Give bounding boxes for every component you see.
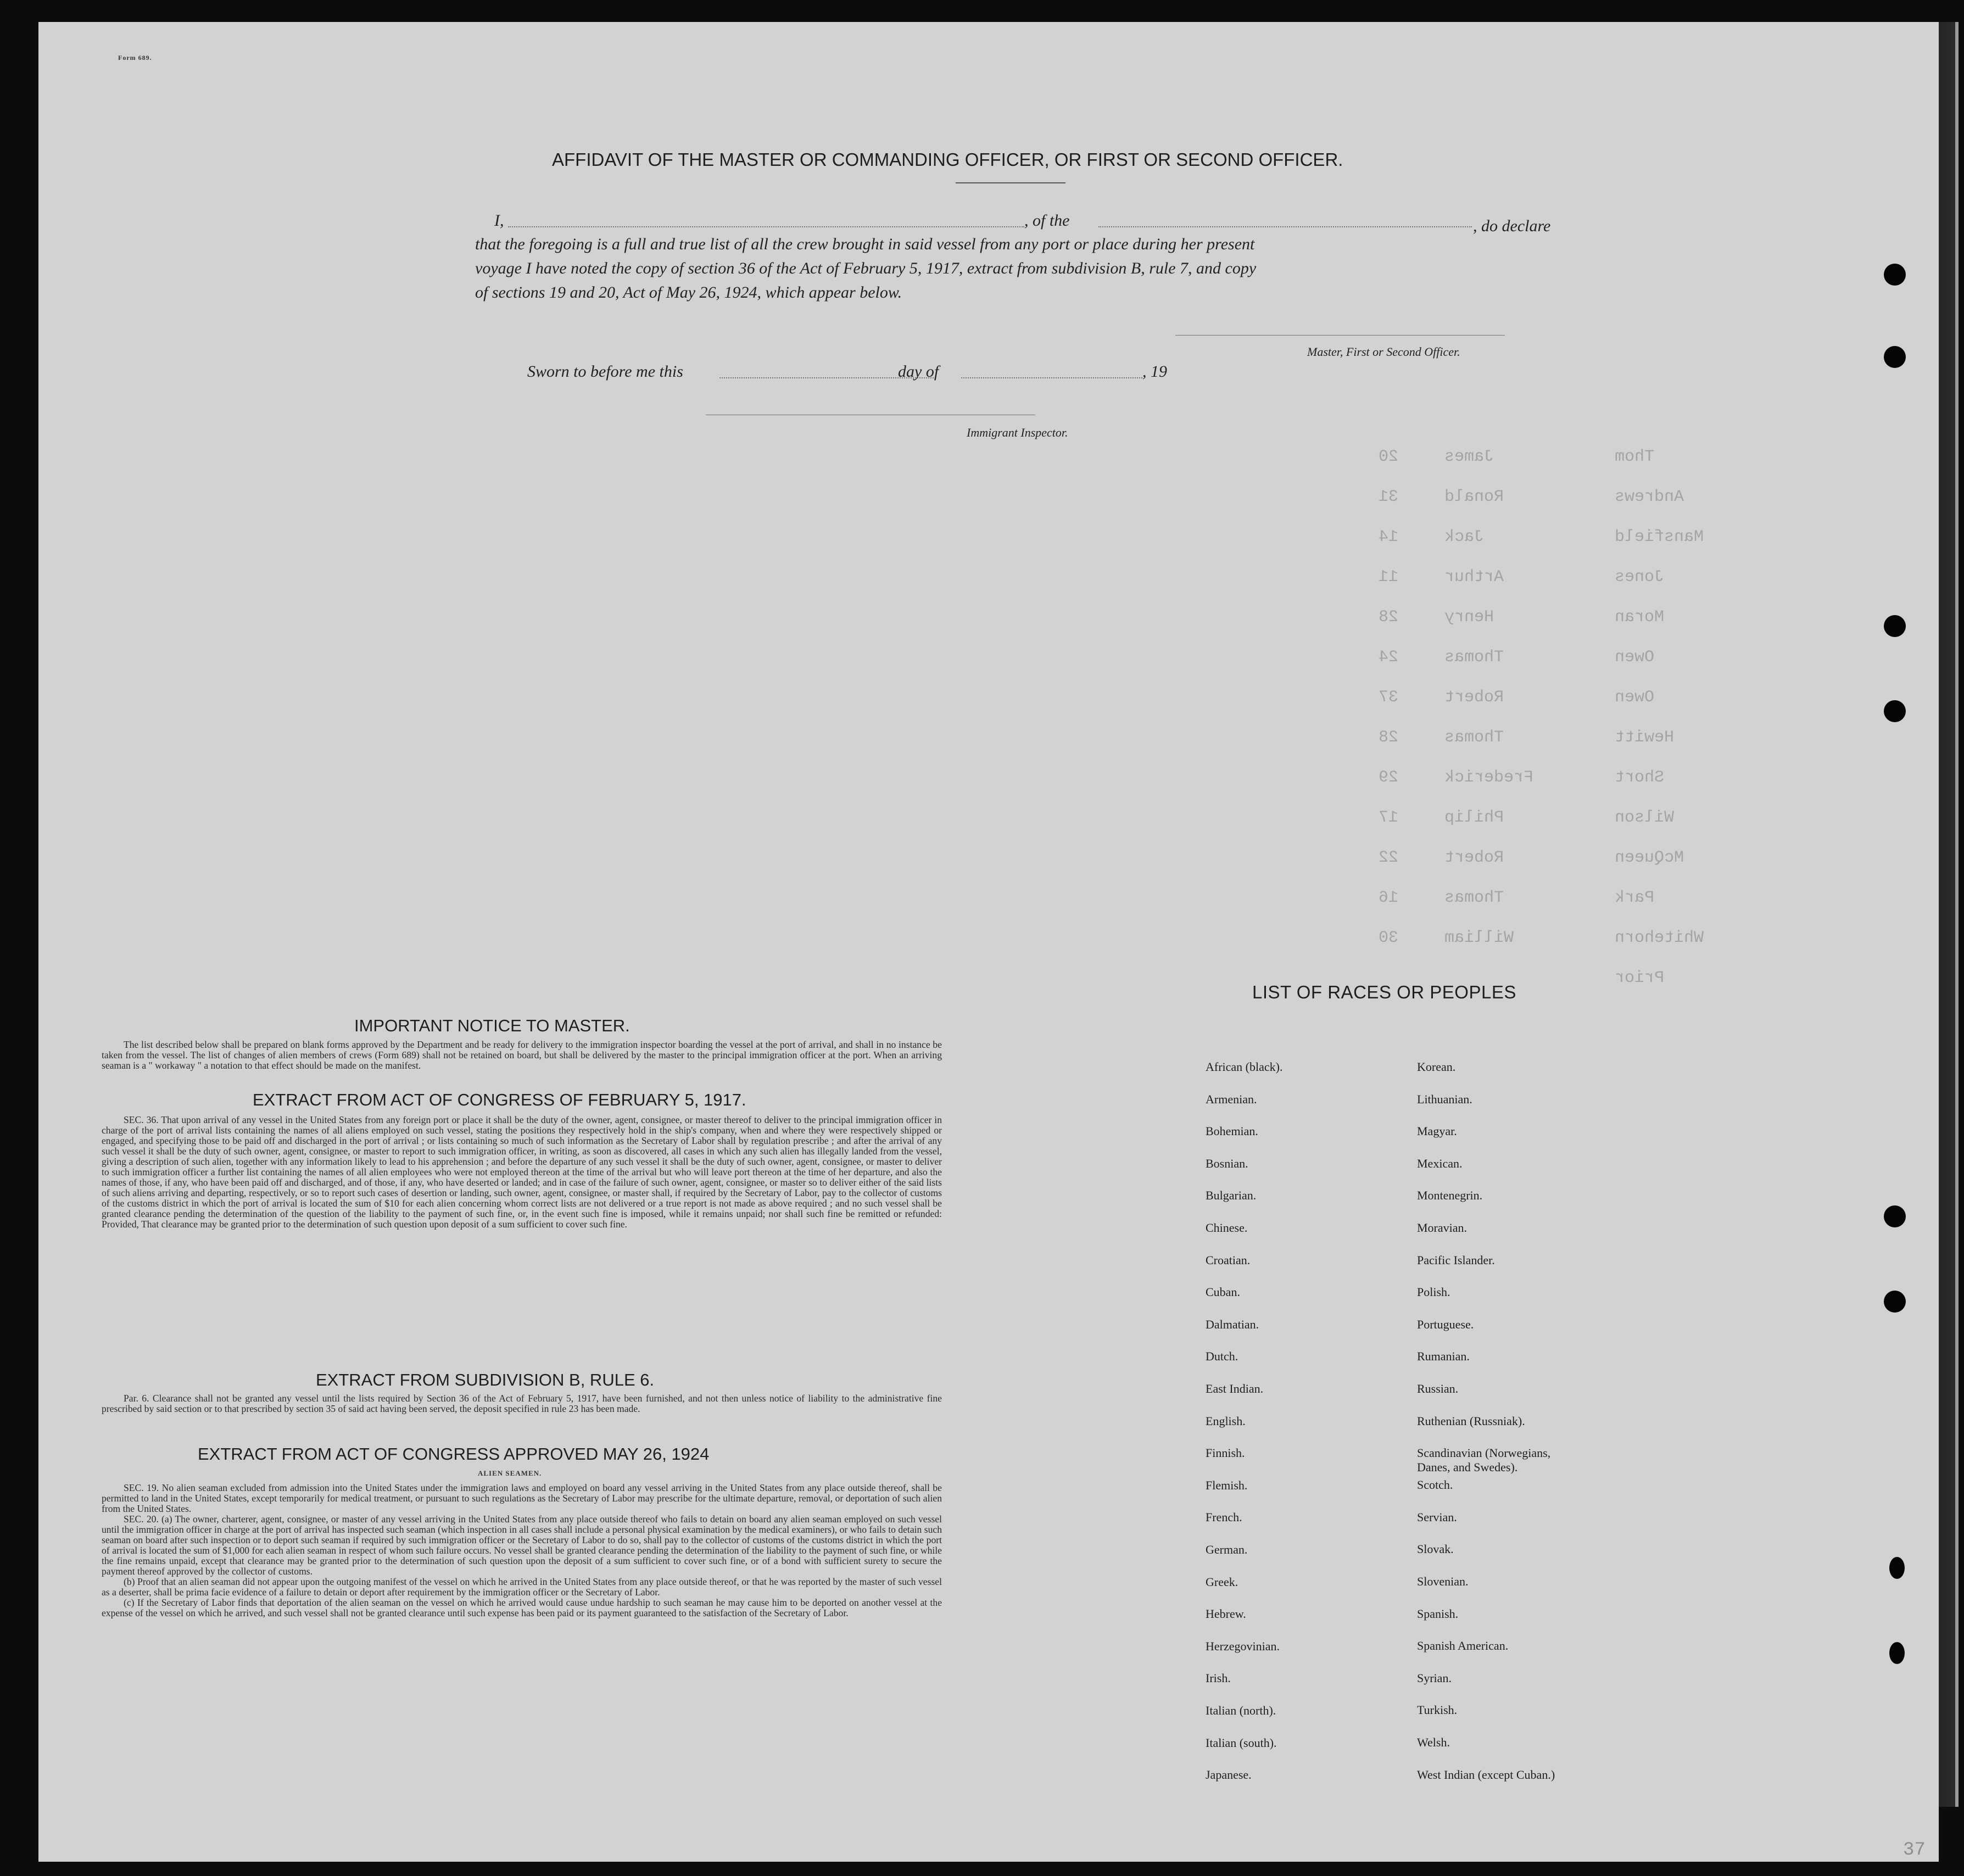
- race-item: Turkish.: [1417, 1703, 1458, 1717]
- race-item: Polish.: [1417, 1285, 1450, 1299]
- race-item: English.: [1206, 1414, 1246, 1428]
- extract-1924-title: EXTRACT FROM ACT OF CONGRESS APPROVED MAY 26, 1924: [198, 1444, 710, 1464]
- race-item: Italian (south).: [1206, 1735, 1277, 1750]
- punch-hole: [1884, 1291, 1906, 1313]
- race-item: Portuguese.: [1417, 1317, 1474, 1331]
- show-through-age: 31: [1379, 488, 1399, 506]
- race-item: Lithuanian.: [1417, 1092, 1472, 1106]
- affidavit-i-label: I,: [494, 211, 504, 230]
- extract-1917-paragraph: SEC. 36. That upon arrival of any vessel in the United States from any foreign port or place it shall be the duty of the owner, agent, consignee, or master thereof to deliver to the principal immigration officer in charge of the port of arrival lists containing the names of all aliens employed on such vessel, stating the positions they respectively hold in the ship's company, when and where they were respectively shipped or engaged, and specifying those to be paid off and discharged in the port of arrival ; or lists containing so much of such information as the Secretary of Labor shall by regulation prescribe ; and after the arrival of any such vessel it shall be the duty of such owner, agent, consignee, or master to report to such immigration officer, in writing, as soon as discovered, all cases in which any such alien has illegally landed from the vessel, giving a description of such alien, together with any information likely to lead to his apprehension ; and before the departure of any such vessel it shall be the duty of such owner, agent, consignee, or master to deliver to such immigration officer a further list containing the names of all alien employees who were not employed thereon at the time of the arrival but who will leave port thereon at the time of her departure, and also the names of those, if any, who have been paid off and discharged, and of those, if any, who have deserted or landed; and in case of the failure of such owner, agent, consignee, or master so to deliver either of the said lists of such aliens arriving and departing, respectively, or so to report such cases of desertion or landing, such owner, agent, consignee, or master shall, if required by the Secretary of Labor, pay to the collector of customs of the customs district in which the port of arrival is located the sum of $10 for each alien concerning whom correct lists are not delivered or a true report is not made as above required ; and no such vessel shall be granted clearance pending the determination of the question of the liability to the payment of such fine, or, in the event such fine is imposed, while it remains unpaid; nor shall such fine be remitted or refunded: Provided, That clearance may be granted prior to the determination of such question upon deposit of a sum sufficient to cover such fine.: [102, 1114, 942, 1230]
- race-item: Chinese.: [1206, 1221, 1248, 1235]
- show-through-given: Frederick: [1444, 768, 1534, 787]
- show-through-given: Robert: [1444, 848, 1504, 867]
- race-item: Spanish.: [1417, 1606, 1459, 1621]
- race-item: Moravian.: [1417, 1221, 1468, 1235]
- race-item: Armenian.: [1206, 1092, 1257, 1106]
- punch-hole: [1884, 264, 1906, 286]
- signature-caption: Master, First or Second Officer.: [1307, 345, 1460, 359]
- show-through-surname: Andrews: [1615, 488, 1684, 506]
- race-item: African (black).: [1206, 1060, 1283, 1074]
- race-item: Pacific Islander.: [1417, 1253, 1495, 1267]
- show-through-surname: Thom: [1615, 448, 1655, 466]
- race-item: Bulgarian.: [1206, 1188, 1257, 1203]
- show-through-given: Thomas: [1444, 728, 1504, 747]
- sec-19-paragraph: SEC. 19. No alien seaman excluded from admission into the United States under the immigration laws and employed on board any vessel arriving in the United States from any place outside thereof, shall be permitted to land in the United States, except temporarily for medical treatment, or pursuant to such regulations as the Secretary of Labor may prescribe for the ultimate departure, removal, or deportation of such alien from the United States.: [102, 1482, 942, 1514]
- race-item: Slovenian.: [1417, 1575, 1469, 1588]
- race-item: Rumanian.: [1417, 1349, 1470, 1364]
- race-item: Italian (north).: [1206, 1704, 1276, 1717]
- race-item: Syrian.: [1417, 1671, 1452, 1685]
- affidavit-line-4: of sections 19 and 20, Act of May 26, 1924, which appear below.: [475, 283, 902, 302]
- race-item: Herzegovinian.: [1206, 1639, 1280, 1653]
- race-item: Dutch.: [1206, 1349, 1238, 1364]
- extract-rule6-text: [102, 1393, 942, 1414]
- show-through-surname: Park: [1615, 889, 1655, 907]
- sec-20b-paragraph: (b) Proof that an alien seaman did not appear upon the outgoing manifest of the vessel on which he arrived in the United States from any place outside thereof, or that he was reported by the master of such vessel as a deserter, shall be prima facie evidence of a failure to detain or deport after requirement by the immigration officer or the Secretary of Labor.: [102, 1576, 942, 1598]
- show-through-surname: Short: [1615, 768, 1665, 787]
- race-item: Mexican.: [1417, 1156, 1463, 1170]
- race-item: Greek.: [1206, 1575, 1238, 1589]
- notice-text: [102, 1040, 942, 1071]
- show-through-age: 28: [1379, 608, 1399, 627]
- form-number: Form 689.: [118, 54, 152, 62]
- show-through-given: Thomas: [1444, 648, 1504, 667]
- show-through-surname: Jones: [1615, 568, 1665, 587]
- race-item: Bohemian.: [1206, 1124, 1258, 1138]
- day-of-label: day of: [898, 362, 939, 381]
- signature-blank: [1175, 335, 1505, 336]
- document-page: [38, 22, 1939, 1862]
- show-through-age: 30: [1379, 929, 1399, 947]
- show-through-age: 37: [1379, 688, 1399, 707]
- race-item: German.: [1206, 1543, 1248, 1556]
- show-through-given: William: [1444, 929, 1514, 947]
- race-item: West Indian (except Cuban.): [1417, 1767, 1555, 1782]
- name-blank: [508, 226, 1024, 227]
- show-through-given: Henry: [1444, 608, 1494, 627]
- affidavit-line-2: that the foregoing is a full and true list of all the crew brought in said vessel from any port or place during her present: [475, 235, 1255, 253]
- race-item: Magyar.: [1417, 1124, 1457, 1138]
- vessel-blank: [1098, 226, 1472, 227]
- race-item: Irish.: [1206, 1671, 1231, 1685]
- race-item: Servian.: [1417, 1510, 1457, 1524]
- race-item: Spanish American.: [1417, 1639, 1509, 1653]
- margin-note: 37: [1903, 1840, 1926, 1861]
- show-through-age: 16: [1379, 889, 1399, 907]
- race-item: Finnish.: [1206, 1446, 1245, 1460]
- alien-seamen-subtitle: ALIEN SEAMEN.: [478, 1469, 542, 1477]
- show-through-age: 14: [1379, 528, 1399, 546]
- show-through-surname: Owen: [1615, 688, 1655, 707]
- sworn-month-blank: [961, 377, 1142, 378]
- race-item: Croatian.: [1206, 1253, 1251, 1267]
- sworn-label: Sworn to before me this: [527, 362, 683, 381]
- show-through-age: 28: [1379, 728, 1399, 747]
- punch-hole: [1884, 700, 1906, 722]
- show-through-age: 11: [1379, 568, 1399, 587]
- notice-title: IMPORTANT NOTICE TO MASTER.: [354, 1016, 630, 1035]
- race-item: French.: [1206, 1510, 1242, 1525]
- show-through-surname: Hewitt: [1615, 728, 1675, 747]
- sec-20a-paragraph: SEC. 20. (a) The owner, charterer, agent, consignee, or master of any vessel arriving in the United States from any place outside thereof who fails to detain on board any alien seaman employed on such vessel until the immigration officer in charge at the port of arrival has inspected such seaman (which inspection in all cases shall include a personal physical examination by the medical examiners), or who fails to detain such seaman on board after such inspection or to deport such seaman if required by such immigration officer or the Secretary of Labor to do so, shall pay to the collector of customs of the customs district in which the port of arrival is located the sum of $1,000 for each alien seaman in respect of whom such failure occurs. No vessel shall be granted clearance pending the determination of the liability to the payment of such fine, or while the fine remains unpaid, except that clearance may be granted prior to the determination of such question upon the deposit of a sum sufficient to cover such fine, or of a bond with sufficient surety to secure the payment thereof approved by the collector of customs.: [102, 1514, 942, 1577]
- show-through-given: Arthur: [1444, 568, 1504, 587]
- punch-hole: [1884, 346, 1906, 368]
- race-item: Scandinavian (Norwegians,: [1417, 1446, 1551, 1460]
- race-item: Cuban.: [1206, 1285, 1240, 1299]
- show-through-given: Ronald: [1444, 488, 1504, 506]
- race-item: Slovak.: [1417, 1542, 1454, 1556]
- show-through-given: Thomas: [1444, 889, 1504, 907]
- show-through-surname: Whitehorn: [1615, 929, 1704, 947]
- show-through-age: 24: [1379, 648, 1399, 667]
- show-through-surname: Mansfield: [1615, 528, 1704, 546]
- extract-1924-text: [102, 1483, 942, 1618]
- show-through-age: 20: [1379, 448, 1399, 466]
- show-through-age: 17: [1379, 808, 1399, 827]
- show-through-given: Jack: [1444, 528, 1485, 546]
- affidavit-do-declare: , do declare: [1473, 217, 1551, 235]
- race-item: Korean.: [1417, 1060, 1456, 1074]
- inspector-caption: Immigrant Inspector.: [967, 426, 1068, 439]
- punch-hole: [1884, 615, 1906, 637]
- punch-hole: [1884, 1205, 1906, 1227]
- race-item: Montenegrin.: [1417, 1188, 1483, 1203]
- show-through-given: Robert: [1444, 688, 1504, 707]
- punch-hole: [1889, 1557, 1905, 1579]
- punch-hole: [1889, 1642, 1905, 1664]
- show-through-surname: Wilson: [1615, 808, 1675, 827]
- race-item: Welsh.: [1417, 1735, 1450, 1749]
- races-title: LIST OF RACES OR PEOPLES: [1252, 982, 1516, 1002]
- extract-rule6-paragraph: Par. 6. Clearance shall not be granted any vessel until the lists required by Section 36 of the Act of February 5, 1917, have been furnished, and not then unless notice of liability to the administrative fine prescribed by said section or to that prescribed by section 35 of said act having been served, the deposit specified in rule 23 has been made.: [102, 1393, 942, 1414]
- race-item: Japanese.: [1206, 1768, 1252, 1782]
- race-item: East Indian.: [1206, 1382, 1264, 1395]
- race-item: Scotch.: [1417, 1478, 1453, 1492]
- race-item: Bosnian.: [1206, 1156, 1248, 1170]
- title-rule: [956, 182, 1065, 183]
- affidavit-title: AFFIDAVIT OF THE MASTER OR COMMANDING OFFICER, OR FIRST OR SECOND OFFICER.: [552, 149, 1343, 170]
- race-item: Danes, and Swedes).: [1417, 1460, 1518, 1475]
- show-through-given: James: [1444, 448, 1494, 466]
- extract-1917-text: [102, 1115, 942, 1230]
- affidavit-line-3: voyage I have noted the copy of section 36 of the Act of February 5, 1917, extract from subdivision B, rule 7, and copy: [475, 259, 1257, 277]
- affidavit-of-the: , of the: [1024, 211, 1070, 230]
- race-item: Russian.: [1417, 1382, 1459, 1395]
- show-through-age: 29: [1379, 768, 1399, 787]
- race-item: Ruthenian (Russniak).: [1417, 1414, 1525, 1428]
- show-through-given: Philip: [1444, 808, 1504, 827]
- show-through-surname: McQueen: [1615, 848, 1684, 867]
- notice-paragraph: The list described below shall be prepared on blank forms approved by the Department and be ready for delivery to the immigration inspector boarding the vessel at the port of arrival, and shall in no instance be taken from the vessel. The list of changes of alien members of crews (Form 689) shall not be retained on board, but shall be delivered by the master to the principal immigration officer at the port. When an arriving seaman is a " workaway " a notation to that effect should be made on the manifest.: [102, 1039, 942, 1071]
- race-item: Dalmatian.: [1206, 1317, 1259, 1331]
- year-label: , 19: [1142, 362, 1167, 381]
- extract-rule6-title: EXTRACT FROM SUBDIVISION B, RULE 6.: [316, 1370, 655, 1389]
- extract-1917-title: EXTRACT FROM ACT OF CONGRESS OF FEBRUARY 5, 1917.: [253, 1090, 746, 1109]
- show-through-surname: Prior: [1615, 969, 1665, 987]
- show-through-surname: Moran: [1615, 608, 1665, 627]
- race-item: Flemish.: [1206, 1478, 1248, 1492]
- show-through-surname: Owen: [1615, 648, 1655, 667]
- show-through-age: 22: [1379, 848, 1399, 867]
- race-item: Hebrew.: [1206, 1607, 1246, 1621]
- sec-20c-paragraph: (c) If the Secretary of Labor finds that deportation of the alien seaman on the vessel on which he arrived would cause undue hardship to such seaman he may cause him to be deported on another vessel at the expense of the vessel on which he arrived, and such vessel shall not be granted clearance until such expense has been paid or its payment guaranteed to the satisfaction of the Secretary of Labor.: [102, 1597, 942, 1618]
